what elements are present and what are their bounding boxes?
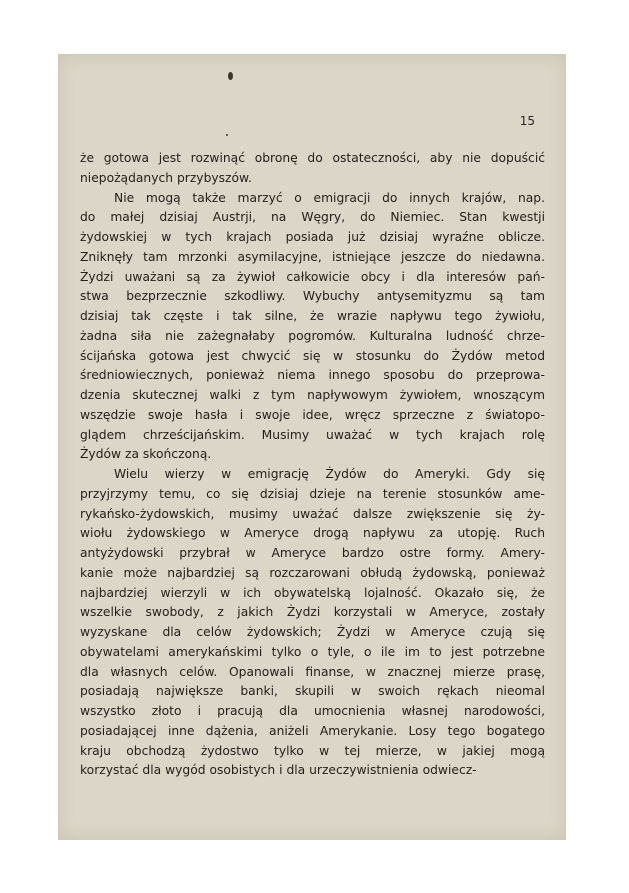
text-line: średniowiecznych, ponieważ niema innego sposobu do przeprowa-: [80, 368, 545, 383]
ink-speck: [228, 72, 233, 80]
text-line: Zniknęły tam mrzonki asymilacyjne, istniejące jeszcze do niedawna.: [80, 249, 545, 264]
text-line: korzystać dla wygód osobistych i dla urzeczywistnienia odwiecz-: [80, 763, 477, 778]
ink-speck: [226, 134, 228, 136]
scanned-page: [58, 54, 566, 840]
text-line: glądem chrześcijańskim. Musimy uważać w tych krajach rolę: [80, 427, 545, 442]
text-line: posiadającej inne dążenia, aniżeli Amerykanie. Losy tego bogatego: [80, 723, 545, 738]
text-line: kraju obchodzą żydostwo tylko w tej mierze, w jakiej mogą: [80, 743, 545, 758]
text-line: niepożądanych przybyszów.: [80, 170, 252, 185]
text-line: Żydów za skończoną.: [80, 447, 212, 462]
text-line: stwa bezprzecznie szkodliwy. Wybuchy antysemityzmu są tam: [80, 289, 545, 304]
text-line: wszystko złoto i pracują dla umocnienia własnej narodowości,: [80, 704, 545, 718]
text-line: obywatelami amerykańskimi tylko o tyle, o ile im to jest potrzebne: [80, 644, 545, 659]
text-line: dzisiaj tak częste i tak silne, że wrazie napływu tego żywiołu,: [80, 309, 545, 323]
text-line: żadna siła nie zażegnałaby pogromów. Kulturalna ludność chrze-: [80, 328, 545, 343]
text-line: wszędzie swoje hasła i swoje idee, wręcz sprzeczne z światopo-: [80, 407, 545, 422]
text-line: dla własnych celów. Opanowali finanse, w znacznej mierze prasę,: [80, 664, 545, 679]
text-line: antyżydowski przybrał w Ameryce bardzo ostre formy. Amery-: [80, 546, 545, 560]
text-line: rykańsko-żydowskich, musimy uważać dalsze zwiększenie się ży-: [80, 506, 545, 521]
text-line: najbardziej wierzyli w ich obywatelską lojalność. Okazało się, że: [80, 585, 545, 600]
text-line: wiołu żydowskiego w Ameryce drogą napływu za utopję. Ruch: [80, 526, 545, 541]
text-line: kanie może najbardziej są rozczarowani obłudą żydowską, ponieważ: [80, 565, 545, 580]
text-line: Nie mogą także marzyć o emigracji do innych krajów, nap.: [114, 190, 545, 205]
text-line: ścijańska gotowa jest chwycić się w stosunku do Żydów metod: [80, 348, 545, 363]
text-line: wszelkie swobody, z jakich Żydzi korzystali w Ameryce, zostały: [80, 605, 545, 620]
page-number: 15: [519, 114, 535, 128]
text-line: wyzyskane dla celów żydowskich; Żydzi w Ameryce czują się: [80, 625, 545, 639]
text-line: że gotowa jest rozwinąć obronę do ostateczności, aby nie dopuścić: [80, 151, 545, 165]
text-line: do małej dzisiaj Austrji, na Węgry, do Niemiec. Stan kwestji: [80, 210, 545, 225]
body-text: [80, 149, 545, 781]
text-line: żydowskiej w tych krajach posiada już dzisiaj wyraźne oblicze.: [80, 230, 545, 244]
text-line: Żydzi uważani są za żywioł całkowicie obcy i dla interesów pań-: [80, 269, 545, 284]
text-line: dzenia skutecznej walki z tym napływowym żywiołem, wnoszącym: [80, 388, 545, 402]
text-line: posiadają największe banki, skupili w swoich rękach nieomal: [80, 684, 545, 699]
text-line: Wielu wierzy w emigrację Żydów do Ameryki. Gdy się: [114, 467, 545, 481]
text-line: przyjrzymy temu, co się dzisiaj dzieje na terenie stosunków ame-: [80, 486, 545, 501]
